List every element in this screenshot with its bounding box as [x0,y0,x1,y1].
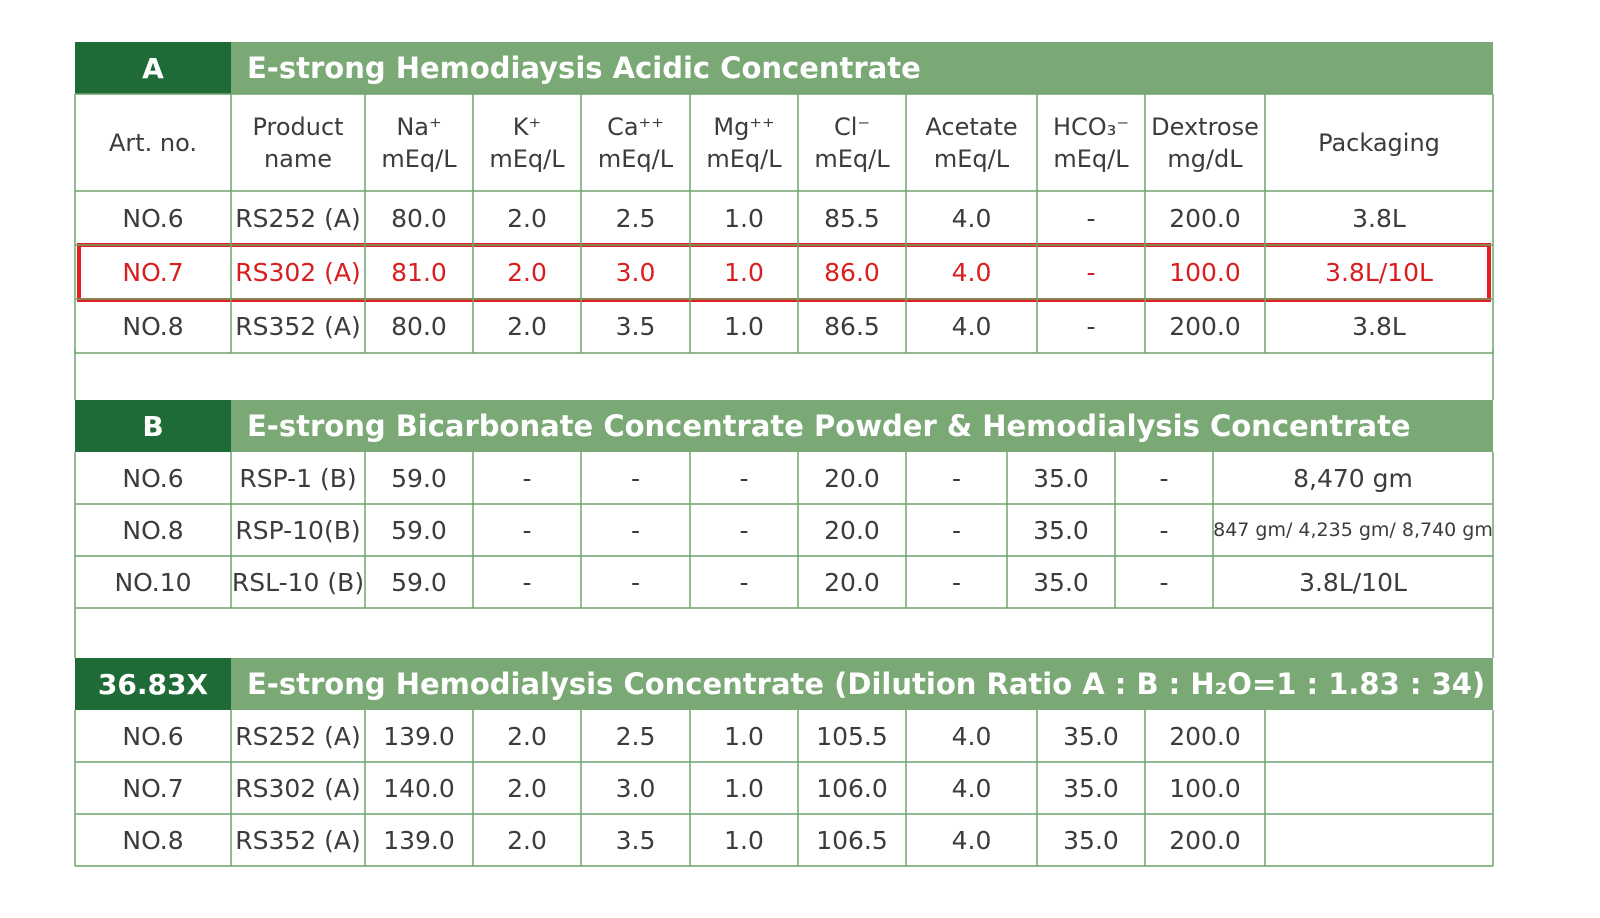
value-cell: - [522,567,532,597]
value-cell: - [630,515,641,545]
value-cell: 2.0 [507,773,547,803]
value-cell: 1.0 [724,773,764,803]
column-header-unit: mEq/L [706,144,782,173]
packaging-cell: 3.8L [1352,311,1406,341]
section-title: E-strong Hemodialysis Concentrate (Dilution Ratio A : B : H₂O=1 : 1.83 : 34) [247,667,1486,701]
column-header [365,94,473,191]
value-cell: 1.0 [724,257,764,287]
art-no-cell: NO.6 [122,463,184,493]
value-cell: - [739,515,749,545]
value-cell: 35.0 [1063,825,1119,855]
column-header-unit: name [263,144,333,173]
value-cell: 35.0 [1063,773,1119,803]
value-cell: 2.5 [615,721,656,751]
column-header [581,94,690,191]
value-cell: 2.5 [615,203,656,233]
value-cell: - [1159,567,1169,597]
value-cell: 139.0 [383,721,455,751]
value-cell: 2.0 [507,825,547,855]
value-cell: 2.0 [507,257,547,287]
column-header [906,94,1037,191]
art-no-cell: NO.10 [114,567,192,597]
column-header-line: Dextrose [1151,112,1259,141]
value-cell: - [1086,203,1096,233]
value-cell: - [1159,515,1169,545]
section-tag: B [75,400,231,452]
packaging-cell: 847 gm/ 4,235 gm/ 8,740 gm [1213,519,1493,541]
product-name-cell: RS252 (A) [235,203,361,233]
art-no-cell: NO.7 [122,257,184,287]
value-cell: - [522,463,532,493]
value-cell: 3.0 [615,773,656,803]
value-cell: 3.0 [615,257,656,287]
section-title: E-strong Hemodiaysis Acidic Concentrate [247,51,921,85]
art-no-cell: NO.8 [122,515,184,545]
value-cell: - [951,463,962,493]
value-cell: - [630,567,641,597]
value-cell: 2.0 [507,721,547,751]
value-cell: 86.5 [824,311,880,341]
value-cell: 140.0 [383,773,455,803]
art-no-cell: NO.8 [122,311,184,341]
value-cell: 4.0 [951,203,992,233]
value-cell: 20.0 [824,463,880,493]
column-header [473,94,581,191]
value-cell: 20.0 [824,567,880,597]
value-cell: 59.0 [391,463,447,493]
art-no-cell: NO.8 [122,825,184,855]
value-cell: 200.0 [1169,721,1241,751]
packaging-cell: 3.8L/10L [1325,257,1433,287]
value-cell: 4.0 [951,257,992,287]
column-header-line: Mg⁺⁺ [713,112,775,141]
column-header-line: Art. no. [108,128,198,157]
value-cell: - [739,567,749,597]
column-header-line: Packaging [1318,128,1440,157]
packaging-cell: 8,470 gm [1293,463,1413,493]
column-header-line: HCO₃⁻ [1053,112,1129,141]
value-cell: 81.0 [391,257,447,287]
value-cell: 100.0 [1169,257,1241,287]
value-cell: 80.0 [391,311,447,341]
value-cell: 1.0 [724,721,764,751]
value-cell: - [1086,311,1096,341]
value-cell: 4.0 [951,721,992,751]
column-header-line: Ca⁺⁺ [607,112,664,141]
value-cell: - [630,463,641,493]
column-header [1037,94,1145,191]
column-header-unit: mEq/L [933,144,1010,173]
section-tag: 36.83X [75,658,231,710]
product-name-cell: RS252 (A) [235,721,361,751]
column-header [798,94,906,191]
product-name-cell: RS302 (A) [235,257,361,287]
column-header-line: Cl⁻ [833,112,871,141]
column-header [690,94,798,191]
value-cell: 1.0 [724,203,764,233]
art-no-cell: NO.6 [122,721,184,751]
column-header-line: Na⁺ [396,112,442,141]
value-cell: - [739,463,749,493]
column-header-unit: mg/dL [1167,144,1243,173]
column-header [1145,94,1265,191]
value-cell: 4.0 [951,311,992,341]
column-header-unit: mEq/L [381,144,457,173]
product-name-cell: RS352 (A) [235,825,361,855]
value-cell: 4.0 [951,825,992,855]
value-cell: 35.0 [1063,721,1119,751]
value-cell: 35.0 [1033,567,1089,597]
section-tag: A [75,42,231,94]
art-no-cell: NO.7 [122,773,184,803]
value-cell: 85.5 [824,203,880,233]
column-header [231,94,365,191]
value-cell: 106.5 [816,825,888,855]
value-cell: 200.0 [1169,311,1241,341]
product-name-cell: RS302 (A) [235,773,361,803]
column-header-unit: mEq/L [597,144,674,173]
value-cell: 139.0 [383,825,455,855]
value-cell: 86.0 [824,257,880,287]
value-cell: - [951,515,962,545]
packaging-cell [1265,814,1493,866]
value-cell: 2.0 [507,311,547,341]
product-name-cell: RS352 (A) [235,311,361,341]
value-cell: 35.0 [1033,463,1089,493]
value-cell: 80.0 [391,203,447,233]
value-cell: - [1086,257,1096,287]
value-cell: 1.0 [724,311,764,341]
value-cell: 3.5 [615,311,656,341]
column-header-unit: mEq/L [814,144,890,173]
value-cell: 1.0 [724,825,764,855]
value-cell: 59.0 [391,515,447,545]
column-header [1265,94,1493,191]
section-title: E-strong Bicarbonate Concentrate Powder & Hemodialysis Concentrate [247,409,1411,443]
column-header-unit: mEq/L [489,144,565,173]
packaging-cell [1265,710,1493,762]
value-cell: 200.0 [1169,825,1241,855]
value-cell: 100.0 [1169,773,1241,803]
value-cell: - [951,567,962,597]
value-cell: - [1159,463,1169,493]
value-cell: - [522,515,532,545]
column-header-line: K⁺ [512,112,542,141]
value-cell: 3.5 [615,825,656,855]
value-cell: 35.0 [1033,515,1089,545]
product-name-cell: RSP-10(B) [235,515,361,545]
art-no-cell: NO.6 [122,203,184,233]
highlight-box [77,243,1491,302]
value-cell: 2.0 [507,203,547,233]
packaging-cell [1265,762,1493,814]
value-cell: 20.0 [824,515,880,545]
column-header-unit: mEq/L [1053,144,1129,173]
packaging-cell: 3.8L [1352,203,1406,233]
product-name-cell: RSL-10 (B) [231,567,365,597]
value-cell: 200.0 [1169,203,1241,233]
product-name-cell: RSP-1 (B) [239,463,357,493]
value-cell: 59.0 [391,567,447,597]
column-header [75,94,231,191]
column-header-line: Product [252,112,344,141]
value-cell: 105.5 [816,721,888,751]
value-cell: 4.0 [951,773,992,803]
packaging-cell: 3.8L/10L [1299,567,1407,597]
column-header-line: Acetate [925,112,1018,141]
value-cell: 106.0 [816,773,888,803]
